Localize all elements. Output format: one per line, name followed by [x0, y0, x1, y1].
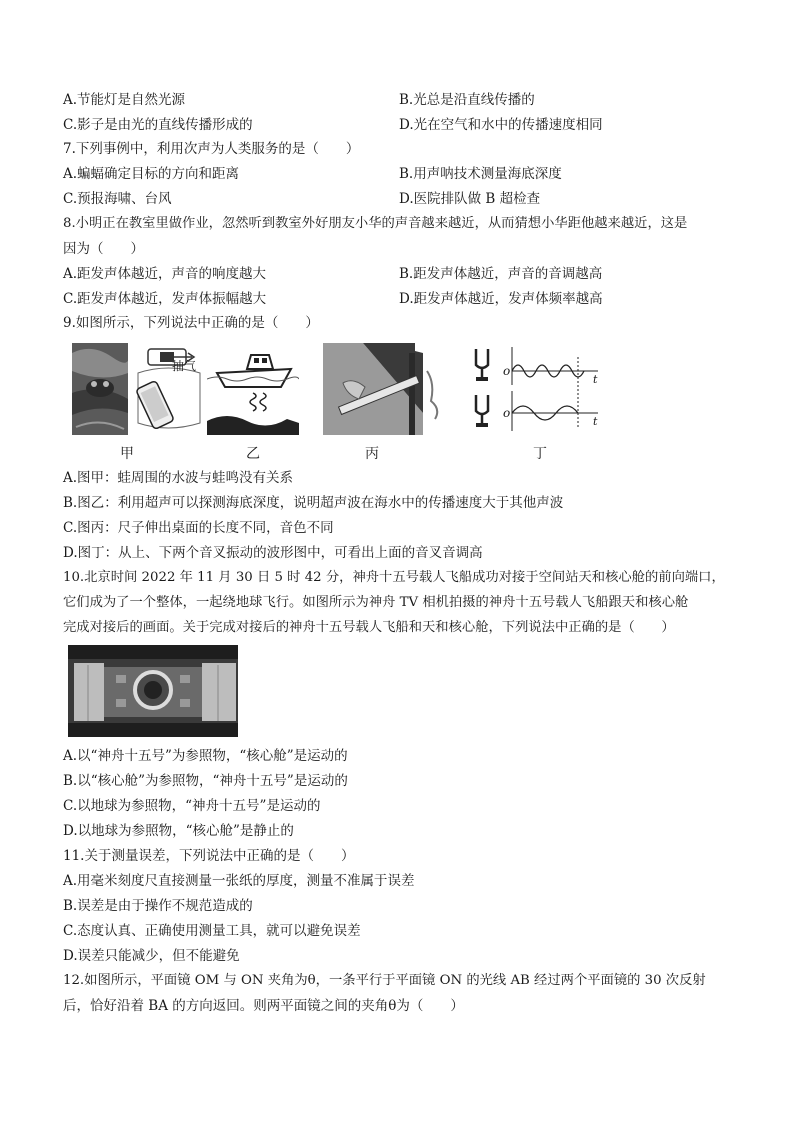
docking-photo	[68, 645, 238, 737]
axis-o-bottom: o	[503, 406, 511, 420]
pump-label: 抽气	[172, 359, 197, 373]
q7-option-b: B.用声呐技术测量海底深度	[399, 166, 562, 182]
q8-stem-line1: 8.小明正在教室里做作业，忽然听到教室外好朋友小华的声音越来越近，从而猜想小华距他越来越近，这是	[63, 216, 688, 231]
q8-option-c: C.距发声体越近，发声体振幅越大	[63, 291, 267, 307]
q11-option-d: D.误差只能减少，但不能避免	[63, 948, 240, 964]
q11-option-a: A.用毫米刻度尺直接测量一张纸的厚度，测量不准属于误差	[63, 873, 415, 889]
q10-stem-line3: 完成对接后的画面。关于完成对接后的神舟十五号载人飞船和天和核心舱，下列说法中正确的是（ ）	[63, 620, 675, 635]
q7-option-a: A.蝙蝠确定目标的方向和距离	[63, 166, 240, 182]
frog-photo	[72, 343, 128, 435]
q6-option-d: D.光在空气和水中的传播速度相同	[399, 117, 603, 133]
q9-option-d: D.图丁：从上、下两个音叉振动的波形图中，可看出上面的音叉音调高	[63, 545, 483, 561]
caption-jia: 甲	[120, 446, 134, 462]
q7-option-c: C.预报海啸、台风	[63, 191, 172, 207]
q11-option-b: B.误差是由于操作不规范造成的	[63, 898, 253, 914]
q6-option-b: B.光总是沿直线传播的	[399, 92, 535, 108]
tuning-fork-waveforms	[470, 343, 600, 435]
q10-stem-line2: 它们成为了一个整体，一起绕地球飞行。如图所示为神舟 TV 相机拍摄的神舟十五号载人飞船跟天和核心舱	[63, 595, 689, 610]
q10-option-a: A.以“神舟十五号”为参照物，“核心舱”是运动的	[63, 748, 348, 764]
caption-yi: 乙	[246, 446, 260, 462]
q9-option-c: C.图丙：尺子伸出桌面的长度不同，音色不同	[63, 520, 334, 536]
q7-stem: 7.下列事例中，利用次声为人类服务的是（ ）	[63, 141, 360, 157]
q10-stem-line1: 10.北京时间 2022 年 11 月 30 日 5 时 42 分，神舟十五号载人飞船成功对接于空间站天和核心舱的前向端口，	[63, 570, 725, 585]
q8-option-b: B.距发声体越近，声音的音调越高	[399, 266, 603, 282]
q9-option-a: A.图甲：蛙周围的水波与蛙鸣没有关系	[63, 470, 294, 486]
q10-option-b: B.以“核心舱”为参照物，“神舟十五号”是运动的	[63, 773, 348, 789]
q9-option-b: B.图乙：利用超声可以探测海底深度，说明超声波在海水中的传播速度大于其他声波	[63, 495, 564, 511]
q11-option-c: C.态度认真、正确使用测量工具，就可以避免误差	[63, 923, 361, 939]
ruler-desk-photo	[323, 343, 448, 435]
q6-option-c: C.影子是由光的直线传播形成的	[63, 117, 253, 133]
q12-stem-line1: 12.如图所示，平面镜 OM 与 ON 夹角为θ，一条平行于平面镜 ON 的光线 AB 经过两个平面镜的 30 次反射	[63, 973, 706, 988]
q12-stem-line2: 后，恰好沿着 BA 的方向返回。则两平面镜之间的夹角θ为（ ）	[63, 998, 464, 1014]
q8-option-d: D.距发声体越近，发声体频率越高	[399, 291, 603, 307]
q11-stem: 11.关于测量误差，下列说法中正确的是（ ）	[63, 848, 355, 864]
q6-option-a: A.节能灯是自然光源	[63, 92, 186, 108]
q7-option-d: D.医院排队做 B 超检查	[399, 191, 541, 207]
caption-ding: 丁	[533, 446, 547, 462]
axis-t-bottom: t	[593, 415, 598, 428]
q10-option-d: D.以地球为参照物，“核心舱”是静止的	[63, 823, 294, 839]
ship-sonar-diagram	[207, 343, 299, 435]
q9-stem: 9.如图所示，下列说法中正确的是（ ）	[63, 315, 319, 331]
q10-option-c: C.以地球为参照物，“神舟十五号”是运动的	[63, 798, 321, 814]
caption-bing: 丙	[365, 446, 379, 462]
axis-t-top: t	[593, 373, 598, 386]
q8-option-a: A.距发声体越近，声音的响度越大	[63, 266, 267, 282]
q8-stem-line2: 因为（ ）	[63, 241, 144, 257]
axis-o-top: o	[503, 364, 511, 378]
